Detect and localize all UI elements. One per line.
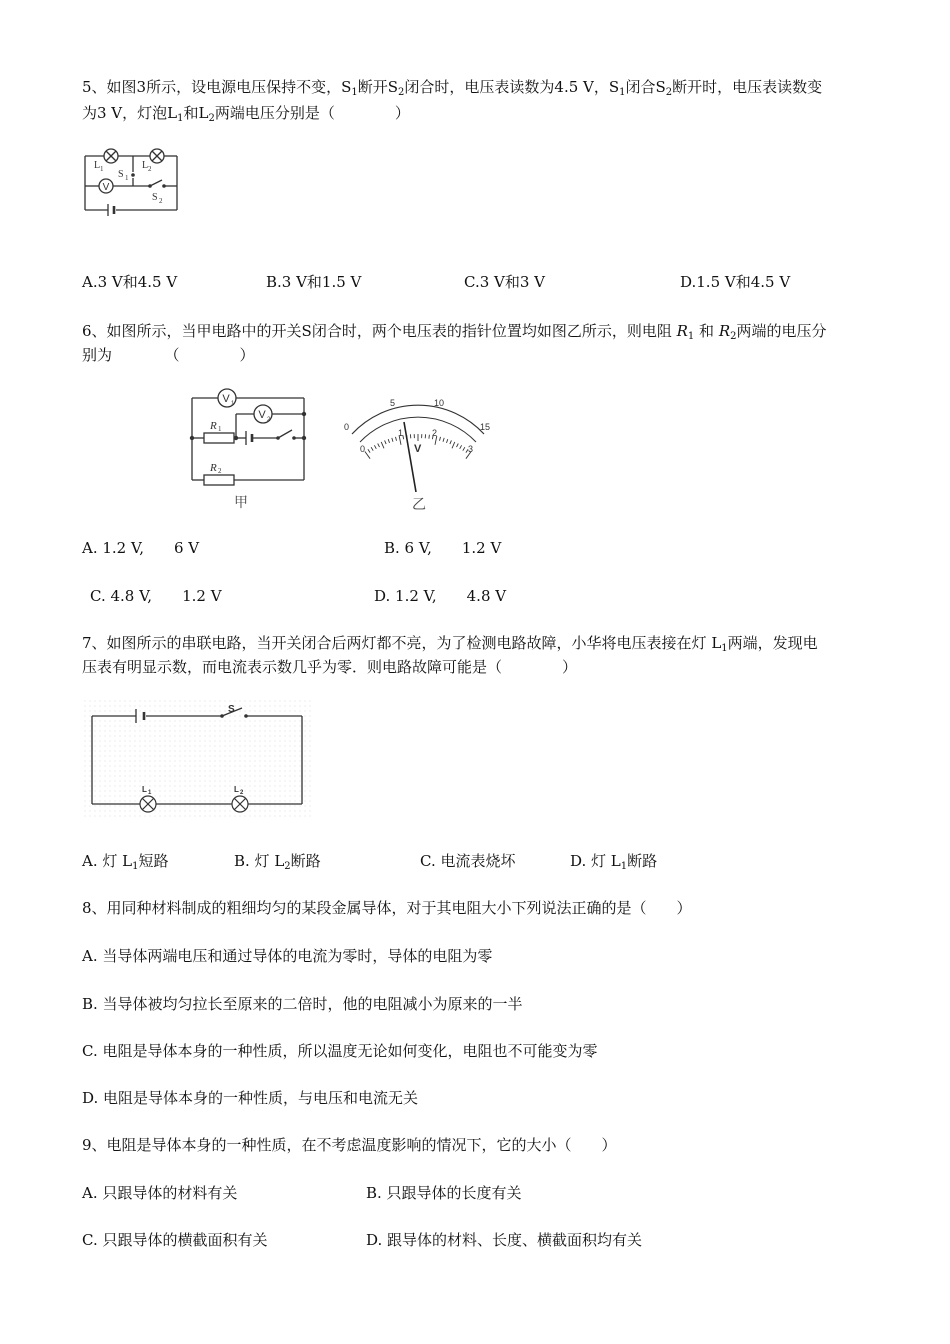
svg-text:2: 2 xyxy=(267,417,271,423)
voltmeter-v1-icon xyxy=(218,389,236,407)
dial-tick xyxy=(365,451,370,458)
q5-stem-line1: 5、如图3所示，设电源电压保持不变，$S_1$断开$S_2$闭合时，电压表读数为4.5 V，$S_1$闭合$S_2$断开时，电压表读数变 xyxy=(82,78,823,98)
q5-circuit-figure xyxy=(80,146,185,218)
dial-tick xyxy=(457,444,459,448)
q6-caption-jia: 甲 xyxy=(234,495,248,511)
svg-text:1: 1 xyxy=(398,428,404,438)
svg-text:L: L xyxy=(142,160,149,171)
resistor-r1-icon xyxy=(204,433,234,443)
voltmeter-icon xyxy=(99,179,113,193)
svg-text:S: S xyxy=(118,169,124,180)
svg-text:1: 1 xyxy=(125,174,129,182)
lamp-l2-icon xyxy=(150,149,164,163)
q8-option-c[interactable]: C. 电阻是导体本身的一种性质，所以温度无论如何变化，电阻也不可能变为零 xyxy=(82,1042,598,1060)
dial-tick xyxy=(452,442,455,448)
q6-voltmeter-dial-figure xyxy=(338,392,498,492)
q7-option-c[interactable]: C. 电流表烧坏 xyxy=(420,852,516,870)
lamp-l1-icon xyxy=(104,149,118,163)
q6-stem-line2: 别为 （ ） xyxy=(82,346,255,364)
dial-needle xyxy=(404,422,416,492)
q6-option-b[interactable]: B. 6 V, 1.2 V xyxy=(384,539,502,557)
dial-tick xyxy=(378,444,380,448)
dial-tick xyxy=(371,447,373,450)
q7-option-a[interactable]: A. 灯 $L_1$短路 xyxy=(82,852,169,872)
dial-tick xyxy=(368,449,370,452)
q6-circuit-jia-figure xyxy=(182,382,312,492)
svg-text:10: 10 xyxy=(434,398,445,408)
lamp-l1-icon xyxy=(140,796,156,812)
svg-text:1: 1 xyxy=(100,165,104,173)
dial-tick xyxy=(388,439,389,443)
svg-text:0: 0 xyxy=(360,444,366,454)
battery-icon xyxy=(246,431,252,445)
svg-text:R: R xyxy=(210,420,217,432)
svg-text:2: 2 xyxy=(240,790,244,796)
q8-option-d[interactable]: D. 电阻是导体本身的一种性质，与电压和电流无关 xyxy=(82,1089,419,1107)
svg-text:V: V xyxy=(102,182,110,193)
svg-text:2: 2 xyxy=(218,467,222,475)
q7-stem-line1: 7、如图所示的串联电路，当开关闭合后两灯都不亮，为了检测电路故障，小华将电压表接在灯 $L_1$两端，发现电 xyxy=(82,634,818,654)
dial-tick xyxy=(429,435,430,439)
svg-text:2: 2 xyxy=(159,197,163,205)
q7-option-b[interactable]: B. 灯 $L_2$断路 xyxy=(234,852,321,872)
dial-tick xyxy=(374,445,376,449)
svg-text:L: L xyxy=(234,785,239,794)
svg-text:1: 1 xyxy=(218,425,222,433)
q9-option-d[interactable]: D. 跟导体的材料、长度、横截面积均有关 xyxy=(366,1231,643,1249)
dial-tick xyxy=(396,437,397,441)
q5-stem-line2: 为3 V，灯泡$L_1$和$L_2$两端电压分别是（ ） xyxy=(82,104,410,124)
svg-text:2: 2 xyxy=(148,165,152,173)
svg-text:1: 1 xyxy=(231,401,235,407)
q5-option-c[interactable]: C.3 V和3 V xyxy=(464,273,545,291)
dial-tick xyxy=(381,442,384,448)
q9-option-c[interactable]: C. 只跟导体的横截面积有关 xyxy=(82,1231,268,1249)
q6-option-c[interactable]: C. 4.8 V, 1.2 V xyxy=(90,587,222,605)
svg-text:15: 15 xyxy=(480,422,491,432)
svg-text:5: 5 xyxy=(390,398,396,408)
q6-stem-line1: 6、如图所示，当甲电路中的开关S闭合时，两个电压表的指针位置均如图乙所示，则电阻 $R_1$ 和 $R_2$两端的电压分 xyxy=(82,322,827,342)
svg-text:V: V xyxy=(258,409,266,421)
q5-option-b[interactable]: B.3 V和1.5 V xyxy=(266,273,362,291)
svg-text:S: S xyxy=(228,704,235,715)
svg-text:R: R xyxy=(210,462,217,474)
q9-option-b[interactable]: B. 只跟导体的长度有关 xyxy=(366,1184,522,1202)
dial-tick xyxy=(443,438,444,442)
svg-text:V: V xyxy=(222,393,230,405)
q7-circuit-figure xyxy=(84,700,314,818)
voltmeter-v2-icon xyxy=(254,405,272,423)
dial-tick xyxy=(463,447,465,450)
q9-option-a[interactable]: A. 只跟导体的材料有关 xyxy=(82,1184,238,1202)
q8-option-b[interactable]: B. 当导体被均匀拉长至原来的二倍时，他的电阻减小为原来的一半 xyxy=(82,995,523,1013)
q5-option-d[interactable]: D.1.5 V和4.5 V xyxy=(680,273,791,291)
q6-option-d[interactable]: D. 1.2 V, 4.8 V xyxy=(374,587,507,605)
svg-text:1: 1 xyxy=(148,790,152,796)
dial-tick xyxy=(450,440,452,444)
dial-tick xyxy=(385,440,387,444)
dial-tick xyxy=(392,438,393,442)
q7-stem-line2: 压表有明显示数，而电流表示数几乎为零．则电路故障可能是（ ） xyxy=(82,658,578,676)
resistor-r2-icon xyxy=(204,475,234,485)
svg-text:V: V xyxy=(414,443,422,455)
svg-text:2: 2 xyxy=(432,428,438,438)
q9-stem: 9、电阻是导体本身的一种性质，在不考虑温度影响的情况下，它的大小（ ） xyxy=(82,1136,617,1154)
q8-option-a[interactable]: A. 当导体两端电压和通过导体的电流为零时，导体的电阻为零 xyxy=(82,947,493,965)
q7-option-d[interactable]: D. 灯 $L_1$断路 xyxy=(570,852,658,872)
dial-tick xyxy=(447,439,448,443)
dial-tick xyxy=(460,445,462,449)
q6-option-a[interactable]: A. 1.2 V, 6 V xyxy=(82,539,200,557)
svg-text:S: S xyxy=(152,192,158,203)
svg-text:L: L xyxy=(94,160,101,171)
q8-stem: 8、用同种材料制成的粗细均匀的某段金属导体，对于其电阻大小下列说法正确的是（ ） xyxy=(82,899,692,917)
battery-icon xyxy=(108,204,114,216)
q5-option-a[interactable]: A.3 V和4.5 V xyxy=(82,273,178,291)
lamp-l2-icon xyxy=(232,796,248,812)
svg-text:3: 3 xyxy=(468,444,474,454)
svg-text:0: 0 xyxy=(344,422,350,432)
q6-caption-yi: 乙 xyxy=(412,497,426,513)
svg-text:L: L xyxy=(142,785,147,794)
dial-tick xyxy=(440,437,441,441)
